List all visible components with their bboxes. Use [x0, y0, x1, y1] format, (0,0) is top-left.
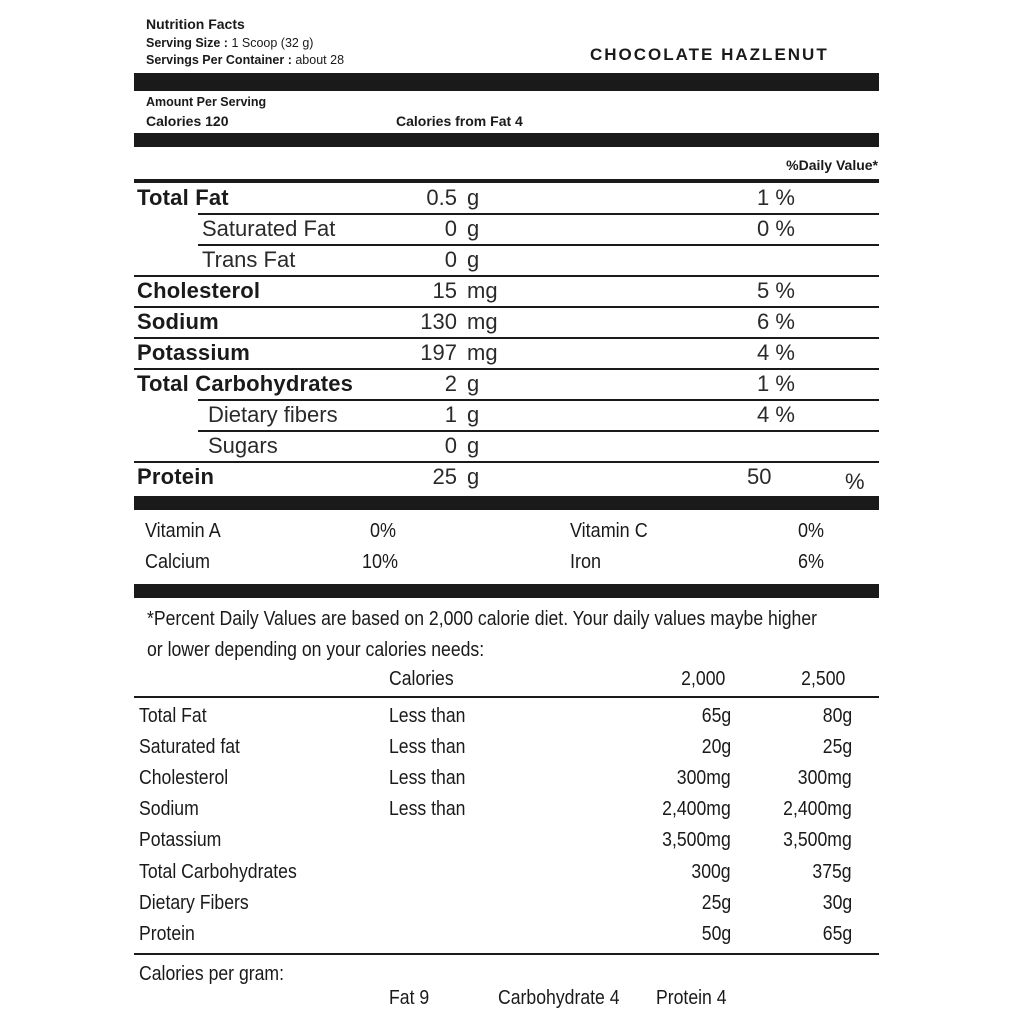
nutrient-name: Sugars: [208, 433, 278, 458]
vitamin-name: Calcium: [145, 551, 211, 573]
nutrient-quantity: 15: [432, 278, 457, 303]
ref-value-2000: 300mg: [677, 766, 731, 789]
ref-qualifier: Less than: [389, 766, 466, 789]
ref-value-2000: 300g: [691, 860, 731, 883]
nutrient-daily-value: 1 %: [757, 185, 795, 210]
nutrient-daily-value: 6 %: [757, 309, 795, 334]
nutrient-quantity: 25: [432, 464, 457, 489]
ref-qualifier: Less than: [389, 797, 466, 820]
nutrient-quantity: 0: [444, 247, 457, 272]
thin-divider: [134, 696, 879, 698]
ref-qualifier: Less than: [389, 704, 466, 727]
ref-value-2000: 2,400mg: [662, 797, 731, 820]
nutrient-name: Protein: [137, 464, 215, 489]
servings-per-container: [146, 53, 344, 67]
ref-value-2500: 25g: [822, 735, 852, 758]
row-divider: [134, 368, 879, 370]
nutrient-quantity: 1: [444, 402, 457, 427]
nutrient-name: Total Carbohydrates: [137, 371, 354, 396]
row-divider: [134, 337, 879, 339]
percent-sign: %: [845, 469, 865, 494]
medium-divider: [134, 179, 879, 183]
servings-per-container-value: about 28: [295, 53, 345, 67]
nutrient-name: Potassium: [137, 340, 251, 365]
ref-nutrient-name: Total Fat: [139, 704, 207, 727]
nutrient-name: Dietary fibers: [208, 402, 338, 427]
row-divider: [198, 399, 879, 401]
nutrient-unit: mg: [467, 340, 498, 365]
vitamin-value: 0%: [798, 520, 825, 542]
ref-nutrient-name: Cholesterol: [139, 766, 229, 789]
nutrient-quantity: 0: [444, 433, 457, 458]
nutrient-daily-value: 4 %: [757, 402, 795, 427]
ref-nutrient-name: Dietary Fibers: [139, 891, 249, 914]
row-divider: [134, 461, 879, 463]
ref-nutrient-name: Saturated fat: [139, 735, 240, 758]
nutrient-unit: g: [467, 185, 480, 210]
thick-divider: [134, 584, 879, 598]
ref-value-2500: 80g: [822, 704, 852, 727]
nutrient-quantity: 130: [420, 309, 457, 334]
nutrient-quantity: 2: [444, 371, 457, 396]
row-divider: [134, 275, 879, 277]
nutrient-daily-value: 1 %: [757, 371, 795, 396]
vitamin-name: Iron: [570, 551, 602, 573]
thick-divider: [134, 133, 879, 147]
ref-header-calories: Calories: [389, 667, 454, 690]
vitamin-value: 10%: [362, 551, 399, 573]
footnote-line: *Percent Daily Values are based on 2,000 calorie diet. Your daily values maybe higher: [147, 607, 818, 630]
flavor-name: CHOCOLATE HAZLENUT: [590, 45, 829, 64]
calories-from-fat: Calories from Fat 4: [396, 113, 523, 129]
ref-value-2000: 3,500mg: [662, 828, 731, 851]
ref-value-2500: 65g: [822, 922, 852, 945]
thick-divider: [134, 73, 879, 91]
ref-nutrient-name: Protein: [139, 922, 195, 945]
nutrient-name: Cholesterol: [137, 278, 261, 303]
ref-value-2000: 20g: [701, 735, 731, 758]
protein-per-gram: Protein 4: [656, 986, 727, 1009]
nutrient-name: Sodium: [137, 309, 219, 334]
ref-value-2500: 3,500mg: [783, 828, 852, 851]
calories-per-gram-label: Calories per gram:: [139, 962, 285, 985]
nutrient-daily-value: 50: [747, 464, 772, 489]
ref-nutrient-name: Potassium: [139, 828, 222, 851]
nutrient-unit: g: [467, 371, 480, 396]
ref-value-2500: 30g: [822, 891, 852, 914]
nutrient-unit: g: [467, 402, 480, 427]
fat-per-gram: Fat 9: [389, 986, 430, 1009]
nutrient-daily-value: 5 %: [757, 278, 795, 303]
nutrient-unit: g: [467, 216, 480, 241]
vitamin-value: 0%: [370, 520, 397, 542]
vitamin-name: Vitamin A: [145, 520, 221, 542]
ref-value-2500: 375g: [812, 860, 852, 883]
row-divider: [198, 430, 879, 432]
nutrient-name: Total Fat: [137, 185, 229, 210]
nutrient-quantity: 197: [420, 340, 457, 365]
serving-size-value: 1 Scoop (32 g): [231, 36, 314, 50]
nutrient-quantity: 0.5: [426, 185, 457, 210]
ref-value-2000: 65g: [701, 704, 731, 727]
nutrient-unit: mg: [467, 309, 498, 334]
ref-nutrient-name: Sodium: [139, 797, 199, 820]
ref-value-2500: 300mg: [798, 766, 852, 789]
daily-value-header: %Daily Value*: [786, 157, 878, 173]
ref-header-2000: 2,000: [680, 667, 725, 690]
nutrient-unit: g: [467, 247, 480, 272]
nutrient-name: Trans Fat: [202, 247, 296, 272]
nutrient-unit: g: [467, 433, 480, 458]
ref-value-2000: 25g: [701, 891, 731, 914]
ref-value-2000: 50g: [701, 922, 731, 945]
thin-divider: [134, 953, 879, 955]
nutrient-name: Saturated Fat: [202, 216, 336, 241]
nutrient-daily-value: 4 %: [757, 340, 795, 365]
nutrient-daily-value: 0 %: [757, 216, 795, 241]
servings-per-container-label: Servings Per Container :: [146, 53, 292, 67]
row-divider: [134, 306, 879, 308]
nutrient-unit: g: [467, 464, 480, 489]
vitamin-name: Vitamin C: [570, 520, 648, 542]
thick-divider: [134, 496, 879, 510]
carbohydrate-per-gram: Carbohydrate 4: [498, 986, 620, 1009]
vitamin-value: 6%: [798, 551, 825, 573]
serving-size: [146, 36, 313, 50]
ref-qualifier: Less than: [389, 735, 466, 758]
serving-size-label: Serving Size :: [146, 36, 228, 50]
amount-per-serving-label: Amount Per Serving: [146, 95, 267, 109]
footnote-line: or lower depending on your calories needs:: [147, 638, 485, 661]
nutrient-quantity: 0: [444, 216, 457, 241]
ref-value-2500: 2,400mg: [783, 797, 852, 820]
row-divider: [198, 244, 879, 246]
ref-header-2500: 2,500: [800, 667, 845, 690]
calories: Calories 120: [146, 113, 229, 129]
label-title: Nutrition Facts: [146, 16, 245, 32]
row-divider: [198, 213, 879, 215]
ref-nutrient-name: Total Carbohydrates: [139, 860, 297, 883]
nutrient-unit: mg: [467, 278, 498, 303]
